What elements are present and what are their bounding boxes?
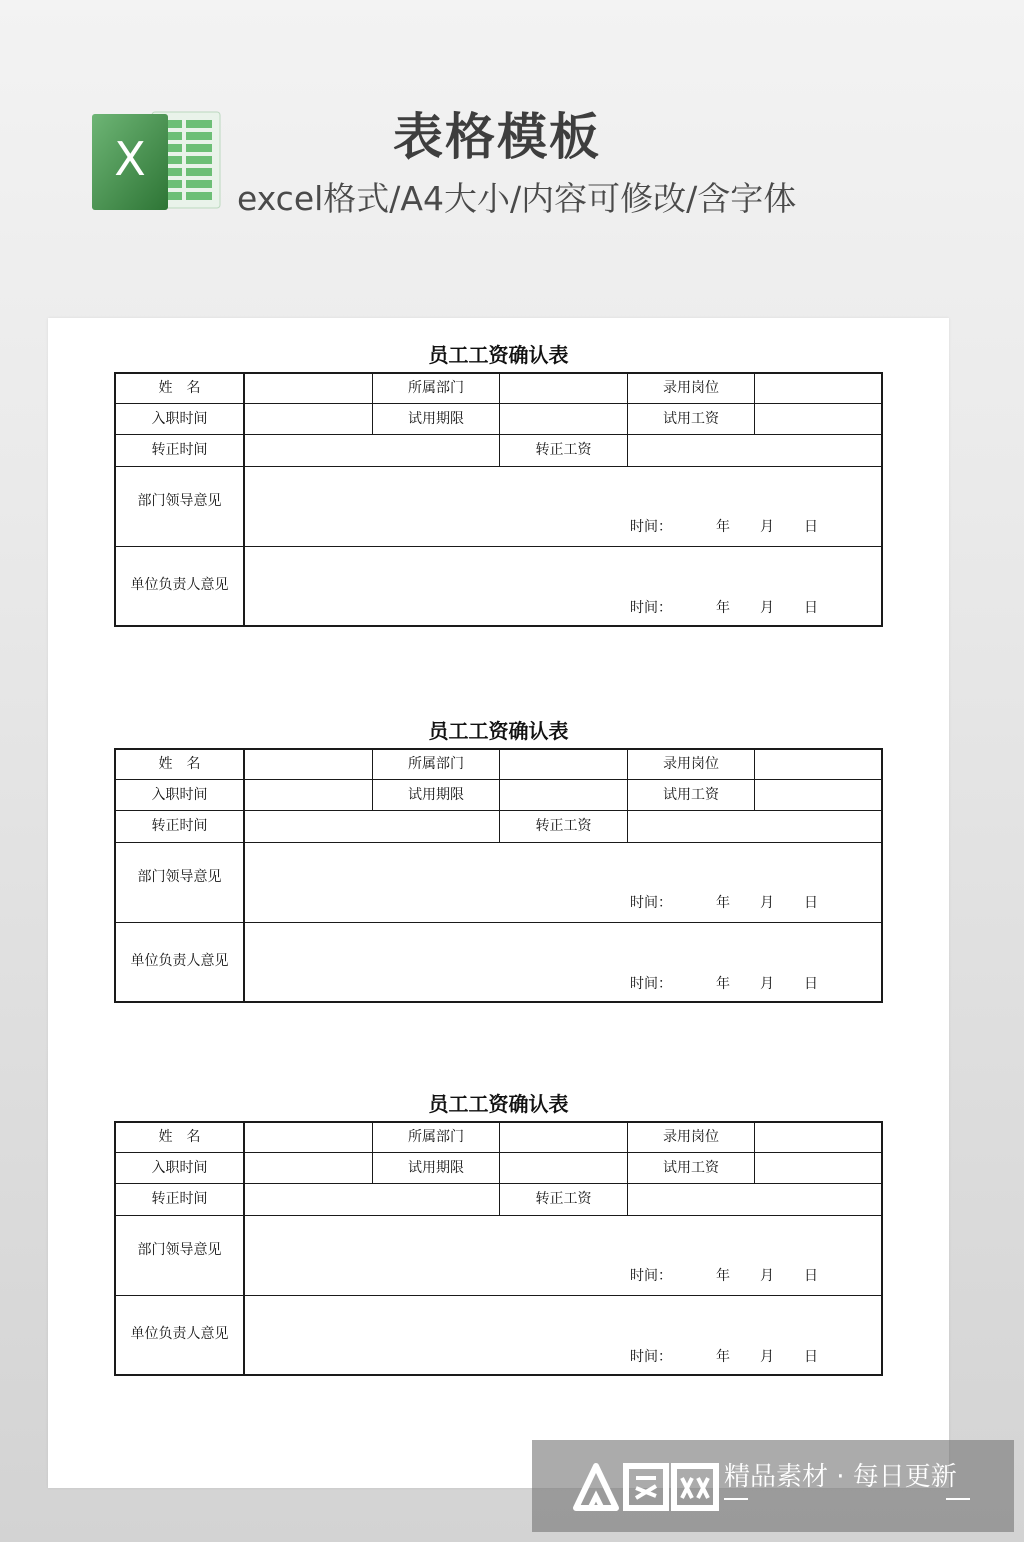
sign-month: 月 [760,600,774,616]
excel-icon [90,100,225,215]
label-regular-salary: 转正工资 [535,442,592,458]
sign-month: 月 [760,1268,774,1284]
form-table [114,748,883,1003]
label-regularization-date: 转正时间 [151,1191,208,1207]
label-dept-leader-opinion: 部门领导意见 [137,493,222,509]
label-position: 录用岗位 [663,380,719,396]
page-subtitle: excel格式/A4大小/内容可修改/含字体 [237,179,797,218]
label-hire-date: 入职时间 [151,1160,208,1176]
sign-day: 日 [804,895,818,911]
sign-year: 年 [716,1268,730,1284]
sign-time: 时间： [630,600,672,616]
label-position: 录用岗位 [663,756,719,772]
svg-text:X: X [114,132,146,186]
sign-year: 年 [716,976,730,992]
sign-month: 月 [760,519,774,535]
sign-time: 时间： [630,976,672,992]
label-name: 姓 名 [158,1129,201,1145]
sign-year: 年 [716,600,730,616]
label-name: 姓 名 [158,380,201,396]
sign-day: 日 [804,1268,818,1284]
label-dept-leader-opinion: 部门领导意见 [137,869,222,885]
label-unit-head-opinion: 单位负责人意见 [130,577,229,593]
label-regular-salary: 转正工资 [535,818,592,834]
sign-time: 时间： [630,519,672,535]
label-dept-leader-opinion: 部门领导意见 [137,1242,222,1258]
sign-year: 年 [716,1349,730,1365]
watermark [532,1440,1014,1532]
form-title: 员工工资确认表 [428,343,569,367]
label-hire-date: 入职时间 [151,411,208,427]
label-probation-salary: 试用工资 [663,1160,719,1176]
sign-day: 日 [804,600,818,616]
document-page [48,318,949,1488]
label-probation: 试用期限 [408,411,464,427]
form-title: 员工工资确认表 [428,719,569,743]
sign-month: 月 [760,1349,774,1365]
label-probation-salary: 试用工资 [663,411,719,427]
sign-year: 年 [716,519,730,535]
sign-day: 日 [804,519,818,535]
salary-confirmation-form [114,1087,883,1376]
label-department: 所属部门 [408,380,464,396]
label-regularization-date: 转正时间 [151,818,208,834]
label-department: 所属部门 [408,756,464,772]
label-probation: 试用期限 [408,1160,464,1176]
zhongtu-logo-icon [572,1456,722,1516]
sign-month: 月 [760,895,774,911]
label-probation-salary: 试用工资 [663,787,719,803]
label-regularization-date: 转正时间 [151,442,208,458]
watermark-text: 精品素材 · 每日更新 [724,1462,957,1492]
form-table [114,1121,883,1376]
page-title: 表格模板 [393,108,601,166]
label-unit-head-opinion: 单位负责人意见 [130,1326,229,1342]
label-hire-date: 入职时间 [151,787,208,803]
sign-time: 时间： [630,895,672,911]
label-unit-head-opinion: 单位负责人意见 [130,953,229,969]
salary-confirmation-form [114,338,883,627]
sign-day: 日 [804,976,818,992]
form-title: 员工工资确认表 [428,1092,569,1116]
salary-confirmation-form [114,714,883,1003]
label-department: 所属部门 [408,1129,464,1145]
label-regular-salary: 转正工资 [535,1191,592,1207]
sign-year: 年 [716,895,730,911]
sign-time: 时间： [630,1349,672,1365]
form-table [114,372,883,627]
sign-month: 月 [760,976,774,992]
label-name: 姓 名 [158,756,201,772]
label-position: 录用岗位 [663,1129,719,1145]
label-probation: 试用期限 [408,787,464,803]
sign-time: 时间： [630,1268,672,1284]
sign-day: 日 [804,1349,818,1365]
